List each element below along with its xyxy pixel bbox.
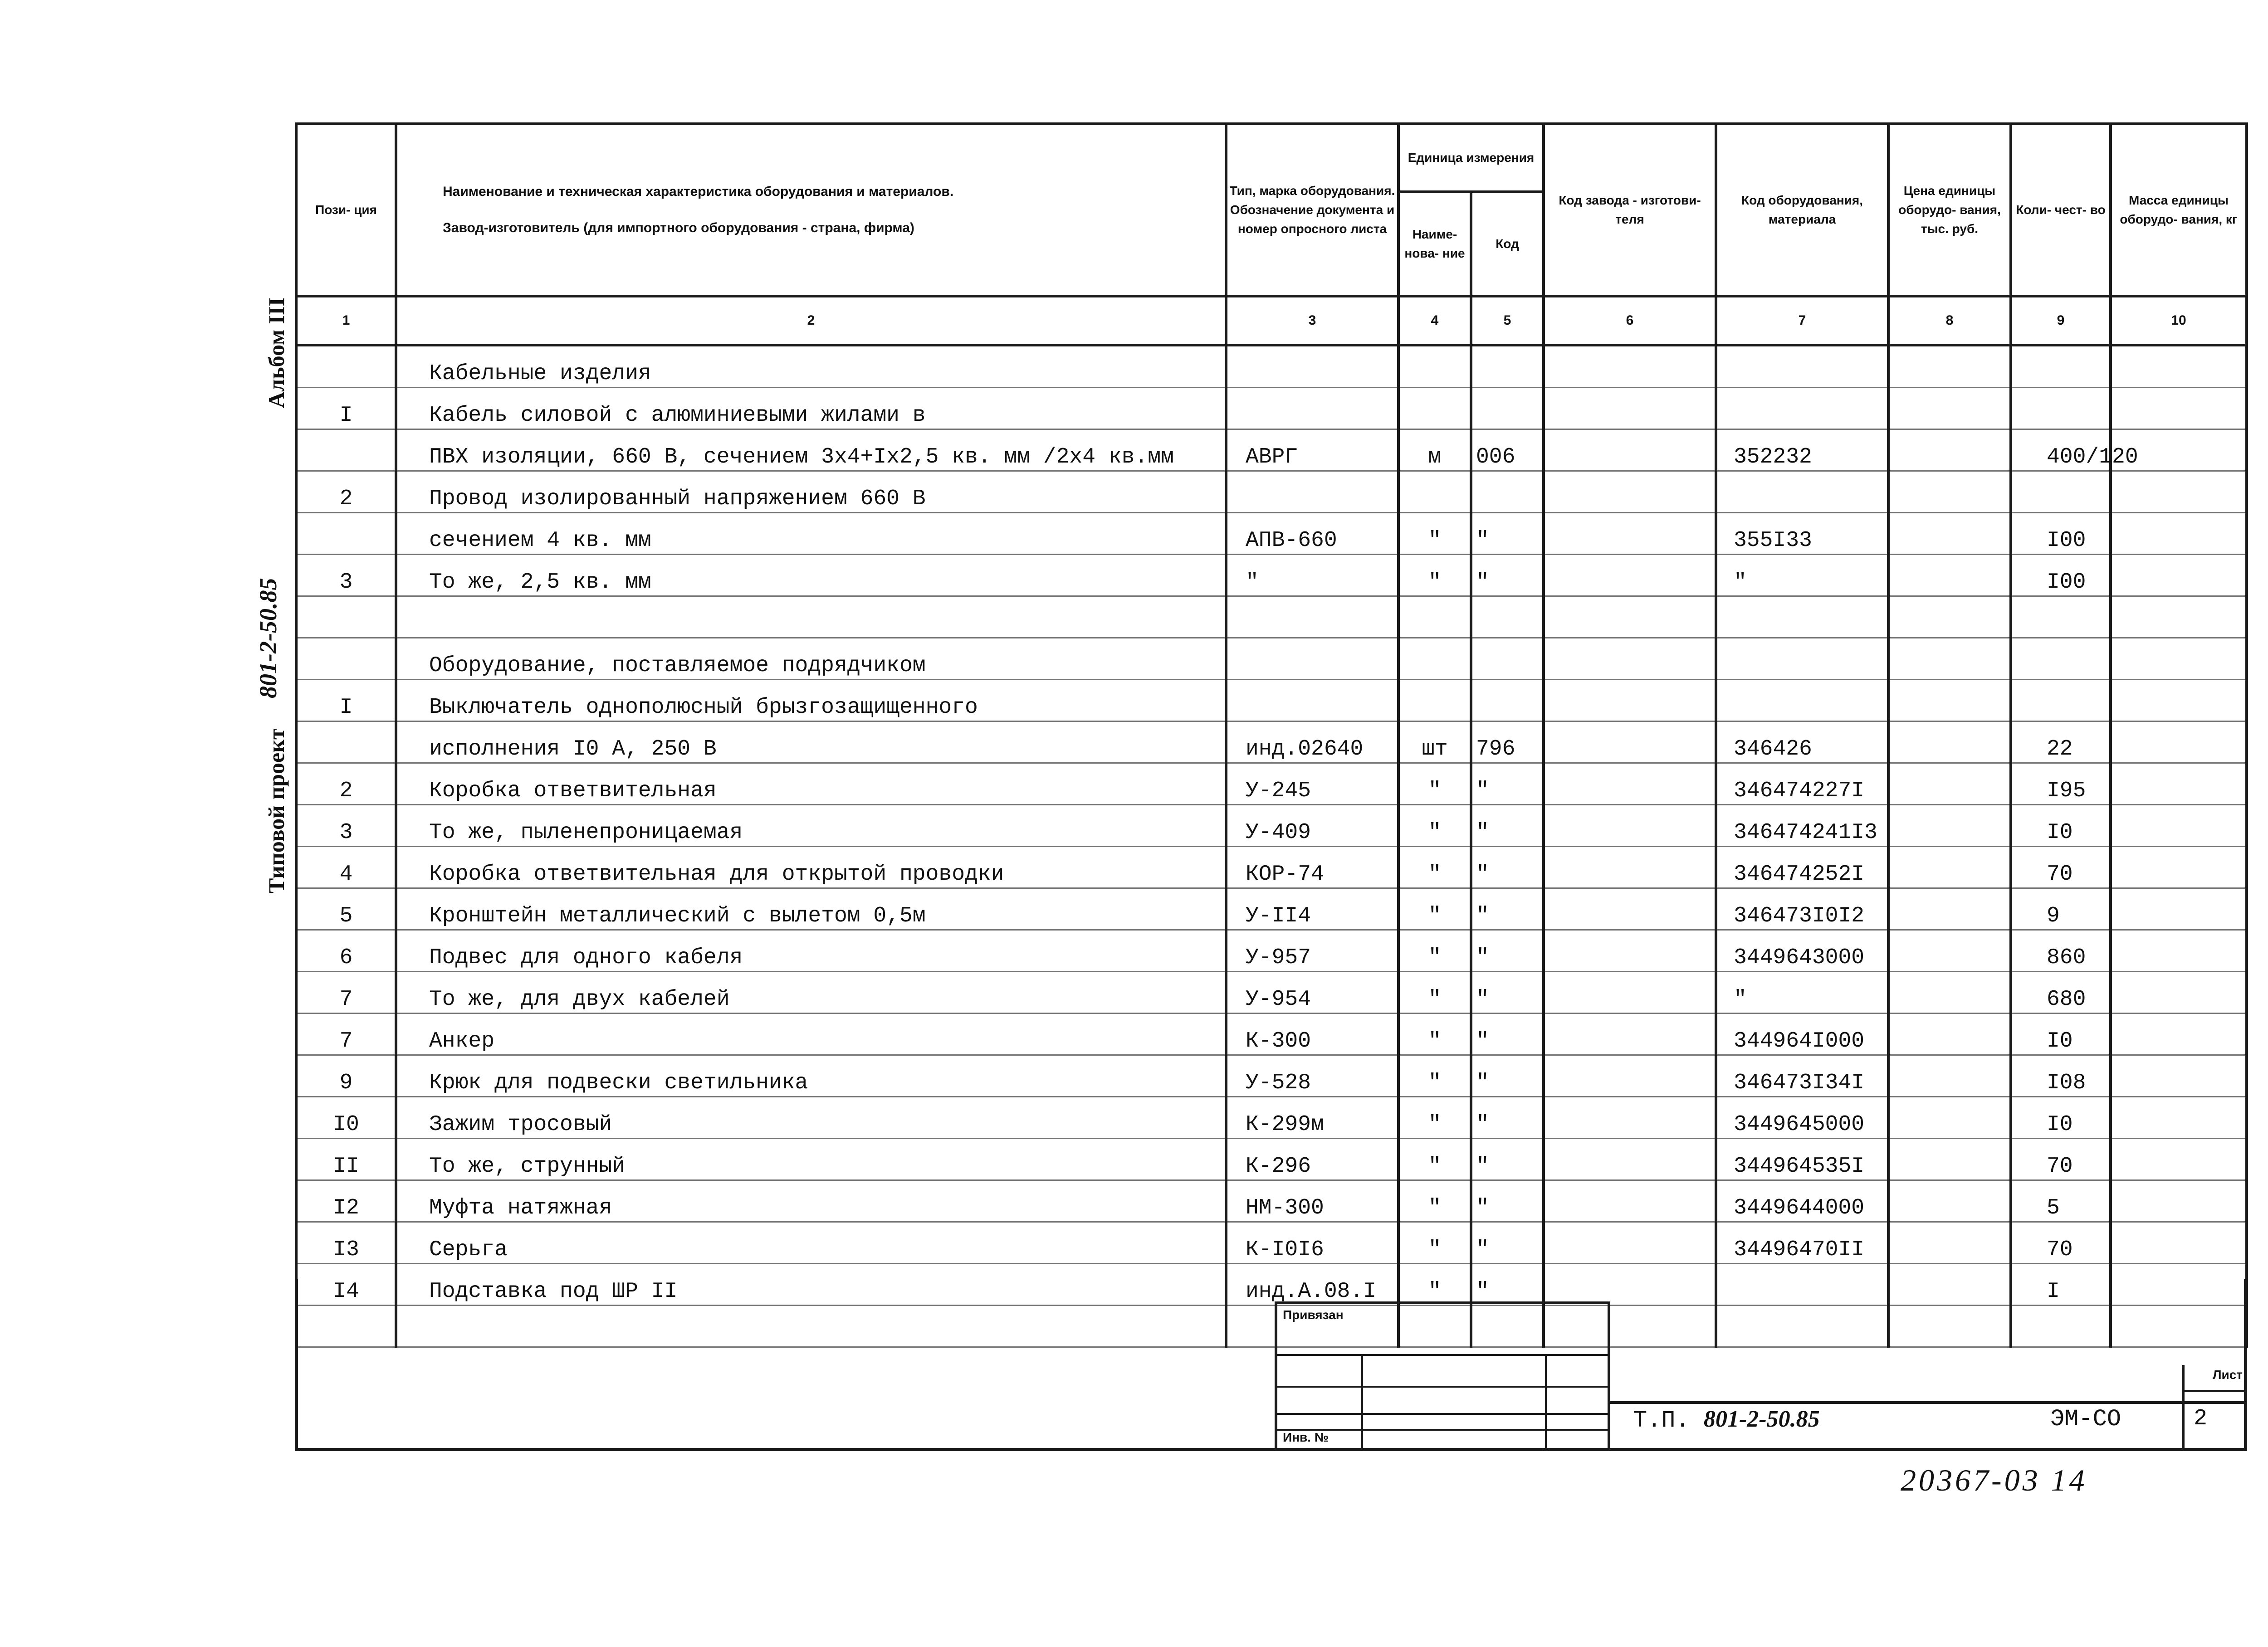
quantity-cell	[2011, 638, 2111, 680]
price-cell	[1888, 429, 2011, 471]
table-row	[296, 721, 2247, 763]
column-number: 3	[1226, 296, 1398, 345]
quantity-cell: I00	[2011, 513, 2111, 555]
unit-cell: "	[1398, 1014, 1471, 1055]
quantity-cell: 860	[2011, 930, 2111, 972]
price-cell	[1888, 1180, 2011, 1222]
maker-code-cell	[1544, 345, 1716, 388]
position-cell: I	[296, 388, 396, 429]
position-cell: I2	[296, 1180, 396, 1222]
table-row	[296, 596, 2247, 638]
unit-code-cell: "	[1471, 847, 1544, 888]
quantity-cell: 22	[2011, 721, 2111, 763]
unit-cell: "	[1398, 972, 1471, 1014]
material-code-cell: 344964535I	[1716, 1139, 1888, 1180]
archive-number: 20367-03 14	[1901, 1463, 2087, 1497]
type-cell: К-300	[1226, 1014, 1398, 1055]
type-cell: инд.02640	[1226, 721, 1398, 763]
quantity-cell: I08	[2011, 1055, 2111, 1097]
material-code-cell	[1716, 680, 1888, 721]
unit-code-cell	[1471, 471, 1544, 513]
type-cell: К-299м	[1226, 1097, 1398, 1139]
mass-cell	[2111, 471, 2247, 513]
quantity-cell	[2011, 471, 2111, 513]
header-type: Тип, марка оборудования. Обозначение документа и номер опросного листа	[1226, 124, 1398, 296]
agreed-label: Привязан	[1283, 1308, 1344, 1322]
name-cell: ПВХ изоляции, 660 В, сечением 3х4+Iх2,5 кв. мм /2х4 кв.мм	[396, 429, 1226, 471]
name-cell: То же, 2,5 кв. мм	[396, 555, 1226, 596]
column-number: 2	[396, 296, 1226, 345]
table-row	[296, 763, 2247, 805]
type-cell	[1226, 680, 1398, 721]
sheet-number: 2	[2194, 1406, 2208, 1432]
maker-code-cell	[1544, 1139, 1716, 1180]
type-cell: К-I0I6	[1226, 1222, 1398, 1264]
type-cell	[1226, 596, 1398, 638]
position-cell	[296, 721, 396, 763]
price-cell	[1888, 763, 2011, 805]
column-number: 1	[296, 296, 396, 345]
material-code-cell: 346426	[1716, 721, 1888, 763]
material-code-cell: 346474241I3	[1716, 805, 1888, 847]
maker-code-cell	[1544, 763, 1716, 805]
price-cell	[1888, 721, 2011, 763]
table-row	[296, 930, 2247, 972]
quantity-cell: I0	[2011, 805, 2111, 847]
position-cell: I0	[296, 1097, 396, 1139]
name-cell: То же, для двух кабелей	[396, 972, 1226, 1014]
tp-number: 801-2-50.85	[1704, 1406, 1820, 1432]
mass-cell	[2111, 345, 2247, 388]
header-unit-name: Наиме- нова- ние	[1398, 192, 1471, 296]
mass-cell	[2111, 1014, 2247, 1055]
mass-cell	[2111, 596, 2247, 638]
quantity-cell	[2011, 680, 2111, 721]
unit-cell: "	[1398, 1139, 1471, 1180]
name-cell: То же, пыленепроницаемая	[396, 805, 1226, 847]
material-code-cell: 3449643000	[1716, 930, 1888, 972]
unit-cell: "	[1398, 805, 1471, 847]
maker-code-cell	[1544, 888, 1716, 930]
position-cell: 7	[296, 972, 396, 1014]
table-row	[296, 680, 2247, 721]
mass-cell	[2111, 847, 2247, 888]
position-cell: 2	[296, 471, 396, 513]
type-cell	[1226, 388, 1398, 429]
mass-cell	[2111, 388, 2247, 429]
mass-cell	[2111, 930, 2247, 972]
table-row	[296, 1014, 2247, 1055]
unit-code-cell: "	[1471, 930, 1544, 972]
type-cell	[1226, 345, 1398, 388]
material-code-cell	[1716, 471, 1888, 513]
quantity-cell: I0	[2011, 1097, 2111, 1139]
maker-code-cell	[1544, 721, 1716, 763]
footer-frame	[295, 1279, 2247, 1451]
maker-code-cell	[1544, 429, 1716, 471]
table-row	[296, 888, 2247, 930]
name-cell: Коробка ответвительная	[396, 763, 1226, 805]
price-cell	[1888, 638, 2011, 680]
unit-cell: "	[1398, 763, 1471, 805]
header-position: Пози- ция	[296, 124, 396, 296]
name-cell: Кабельные изделия	[396, 345, 1226, 388]
price-cell	[1888, 847, 2011, 888]
unit-cell	[1398, 471, 1471, 513]
price-cell	[1888, 388, 2011, 429]
type-cell	[1226, 471, 1398, 513]
maker-code-cell	[1544, 805, 1716, 847]
mass-cell	[2111, 680, 2247, 721]
header-name-line2: Завод-изготовитель (для импортного оборудования - страна, фирма)	[443, 220, 914, 235]
unit-cell	[1398, 345, 1471, 388]
table-row	[296, 429, 2247, 471]
price-cell	[1888, 471, 2011, 513]
position-cell	[296, 638, 396, 680]
maker-code-cell	[1544, 596, 1716, 638]
quantity-cell: 9	[2011, 888, 2111, 930]
column-number: 6	[1544, 296, 1716, 345]
price-cell	[1888, 1014, 2011, 1055]
type-cell: У-528	[1226, 1055, 1398, 1097]
quantity-cell: 5	[2011, 1180, 2111, 1222]
unit-code-cell: "	[1471, 513, 1544, 555]
unit-code-cell	[1471, 638, 1544, 680]
unit-cell: шт	[1398, 721, 1471, 763]
table-row	[296, 1055, 2247, 1097]
material-code-cell	[1716, 345, 1888, 388]
unit-code-cell	[1471, 596, 1544, 638]
name-cell	[396, 596, 1226, 638]
price-cell	[1888, 1222, 2011, 1264]
name-cell: Кабель силовой с алюминиевыми жилами в	[396, 388, 1226, 429]
position-cell: I3	[296, 1222, 396, 1264]
quantity-cell: 70	[2011, 1222, 2111, 1264]
quantity-cell	[2011, 596, 2111, 638]
mass-cell	[2111, 805, 2247, 847]
quantity-cell	[2011, 388, 2111, 429]
unit-code-cell: "	[1471, 1055, 1544, 1097]
unit-cell: м	[1398, 429, 1471, 471]
material-code-cell	[1716, 388, 1888, 429]
unit-code-cell	[1471, 345, 1544, 388]
unit-cell: "	[1398, 555, 1471, 596]
column-number: 8	[1888, 296, 2011, 345]
quantity-cell: I00	[2011, 555, 2111, 596]
mass-cell	[2111, 1139, 2247, 1180]
unit-cell: "	[1398, 1222, 1471, 1264]
header-maker-code: Код завода - изготови- теля	[1544, 124, 1716, 296]
header-name	[396, 124, 1226, 296]
maker-code-cell	[1544, 972, 1716, 1014]
name-cell: Выключатель однополюсный брызгозащищенного	[396, 680, 1226, 721]
unit-code-cell: "	[1471, 1014, 1544, 1055]
name-cell: Серьга	[396, 1222, 1226, 1264]
unit-code-cell: "	[1471, 1097, 1544, 1139]
maker-code-cell	[1544, 388, 1716, 429]
name-cell: исполнения I0 А, 250 В	[396, 721, 1226, 763]
quantity-cell: 680	[2011, 972, 2111, 1014]
name-cell: Муфта натяжная	[396, 1180, 1226, 1222]
material-code-cell: 346473I0I2	[1716, 888, 1888, 930]
mass-cell	[2111, 1097, 2247, 1139]
unit-cell: "	[1398, 1180, 1471, 1222]
unit-cell	[1398, 388, 1471, 429]
position-cell: 5	[296, 888, 396, 930]
mass-cell	[2111, 1055, 2247, 1097]
position-cell: 3	[296, 805, 396, 847]
material-code-cell	[1716, 596, 1888, 638]
material-code-cell: 3449645000	[1716, 1097, 1888, 1139]
maker-code-cell	[1544, 680, 1716, 721]
name-cell: То же, струнный	[396, 1139, 1226, 1180]
mass-cell	[2111, 721, 2247, 763]
stamp-line	[1610, 1401, 2247, 1404]
name-cell: Коробка ответвительная для открытой проводки	[396, 847, 1226, 888]
unit-code-cell: "	[1471, 1180, 1544, 1222]
table-row	[296, 1180, 2247, 1222]
name-cell: Оборудование, поставляемое подрядчиком	[396, 638, 1226, 680]
sheet-label: Лист	[2212, 1368, 2243, 1382]
mass-cell	[2111, 555, 2247, 596]
name-cell: Подвес для одного кабеля	[396, 930, 1226, 972]
column-number: 5	[1471, 296, 1544, 345]
unit-cell: "	[1398, 1097, 1471, 1139]
position-cell: 7	[296, 1014, 396, 1055]
table-row	[296, 847, 2247, 888]
mass-cell	[2111, 763, 2247, 805]
position-cell	[296, 513, 396, 555]
material-code-cell: 352232	[1716, 429, 1888, 471]
project-number-handwritten: 801-2-50.85	[254, 578, 282, 698]
type-cell: АВРГ	[1226, 429, 1398, 471]
table-row	[296, 1139, 2247, 1180]
price-cell	[1888, 555, 2011, 596]
maker-code-cell	[1544, 638, 1716, 680]
column-number-row	[296, 296, 2247, 345]
unit-code-cell: 796	[1471, 721, 1544, 763]
table-row	[296, 555, 2247, 596]
position-cell	[296, 596, 396, 638]
specification-rows	[296, 345, 2247, 1347]
mass-cell	[2111, 513, 2247, 555]
name-cell: Крюк для подвески светильника	[396, 1055, 1226, 1097]
material-code-cell: 344964I000	[1716, 1014, 1888, 1055]
price-cell	[1888, 805, 2011, 847]
quantity-cell: 70	[2011, 1139, 2111, 1180]
unit-code-cell: "	[1471, 1222, 1544, 1264]
document-code: ЭМ-СО	[2050, 1406, 2121, 1433]
maker-code-cell	[1544, 1055, 1716, 1097]
maker-code-cell	[1544, 555, 1716, 596]
unit-cell	[1398, 680, 1471, 721]
position-cell: I	[296, 680, 396, 721]
type-cell: У-II4	[1226, 888, 1398, 930]
material-code-cell	[1716, 638, 1888, 680]
type-cell: НМ-300	[1226, 1180, 1398, 1222]
table-row	[296, 972, 2247, 1014]
name-cell: Подставка под ШР II	[396, 1264, 1226, 1306]
table-row	[296, 638, 2247, 680]
quantity-cell: I0	[2011, 1014, 2111, 1055]
type-cell	[1226, 638, 1398, 680]
column-number: 10	[2111, 296, 2247, 345]
name-cell: Анкер	[396, 1014, 1226, 1055]
position-cell: I4	[296, 1264, 396, 1306]
table-row	[296, 388, 2247, 429]
unit-code-cell: "	[1471, 1264, 1544, 1306]
position-cell	[296, 429, 396, 471]
column-number: 9	[2011, 296, 2111, 345]
unit-cell: "	[1398, 888, 1471, 930]
tp-prefix: Т.П.	[1633, 1407, 1690, 1434]
mass-cell	[2111, 1180, 2247, 1222]
header-mass: Масса единицы оборудо- вания, кг	[2111, 124, 2247, 296]
price-cell	[1888, 888, 2011, 930]
position-cell: 2	[296, 763, 396, 805]
table-row	[296, 1222, 2247, 1264]
header-qty: Коли- чест- во	[2011, 124, 2111, 296]
unit-cell: "	[1398, 930, 1471, 972]
material-code-cell: 346474227I	[1716, 763, 1888, 805]
quantity-cell: 70	[2011, 847, 2111, 888]
table-row	[296, 805, 2247, 847]
unit-code-cell: "	[1471, 1139, 1544, 1180]
type-cell: инд.А.08.I	[1226, 1264, 1398, 1306]
name-cell: Кронштейн металлический с вылетом 0,5м	[396, 888, 1226, 930]
mass-cell	[2111, 1222, 2247, 1264]
material-code-cell: 346474252I	[1716, 847, 1888, 888]
unit-cell: "	[1398, 1264, 1471, 1306]
unit-code-cell: 006	[1471, 429, 1544, 471]
unit-cell: "	[1398, 847, 1471, 888]
column-number: 7	[1716, 296, 1888, 345]
quantity-cell	[2011, 345, 2111, 388]
position-cell: 9	[296, 1055, 396, 1097]
name-cell: сечением 4 кв. мм	[396, 513, 1226, 555]
header-unit-group: Единица измерения	[1398, 124, 1544, 192]
sheet-box	[2182, 1365, 2247, 1451]
type-cell: У-954	[1226, 972, 1398, 1014]
price-cell	[1888, 972, 2011, 1014]
agreed-block	[1275, 1301, 1610, 1451]
unit-code-cell: "	[1471, 888, 1544, 930]
table-row	[296, 513, 2247, 555]
name-cell: Провод изолированный напряжением 660 В	[396, 471, 1226, 513]
price-cell	[1888, 1139, 2011, 1180]
price-cell	[1888, 680, 2011, 721]
position-cell: 6	[296, 930, 396, 972]
price-cell	[1888, 930, 2011, 972]
maker-code-cell	[1544, 513, 1716, 555]
unit-code-cell: "	[1471, 763, 1544, 805]
column-number: 4	[1398, 296, 1471, 345]
material-code-cell: 34496470II	[1716, 1222, 1888, 1264]
mass-cell	[2111, 638, 2247, 680]
maker-code-cell	[1544, 930, 1716, 972]
type-cell: "	[1226, 555, 1398, 596]
position-cell: 4	[296, 847, 396, 888]
project-label: Типовой проект	[264, 728, 289, 893]
tp-code	[1633, 1406, 1820, 1434]
maker-code-cell	[1544, 847, 1716, 888]
unit-cell: "	[1398, 513, 1471, 555]
quantity-cell: I95	[2011, 763, 2111, 805]
material-code-cell: "	[1716, 972, 1888, 1014]
unit-code-cell: "	[1471, 972, 1544, 1014]
unit-code-cell: "	[1471, 555, 1544, 596]
unit-cell: "	[1398, 1055, 1471, 1097]
unit-code-cell	[1471, 680, 1544, 721]
type-cell: У-957	[1226, 930, 1398, 972]
maker-code-cell	[1544, 471, 1716, 513]
quantity-cell: I	[2011, 1264, 2111, 1306]
header-unit-code: Код	[1471, 192, 1544, 296]
material-code-cell: 355I33	[1716, 513, 1888, 555]
quantity-cell: 400/120	[2011, 429, 2111, 471]
maker-code-cell	[1544, 1180, 1716, 1222]
name-cell: Зажим тросовый	[396, 1097, 1226, 1139]
unit-code-cell: "	[1471, 805, 1544, 847]
price-cell	[1888, 1097, 2011, 1139]
type-cell: АПВ-660	[1226, 513, 1398, 555]
album-label: Альбом III	[264, 297, 289, 408]
header-material-code: Код оборудования, материала	[1716, 124, 1888, 296]
table-row	[296, 1097, 2247, 1139]
unit-cell	[1398, 596, 1471, 638]
header-name-line1: Наименование и техническая характеристика оборудования и материалов.	[443, 184, 954, 199]
price-cell	[1888, 345, 2011, 388]
maker-code-cell	[1544, 1014, 1716, 1055]
mass-cell	[2111, 888, 2247, 930]
price-cell	[1888, 513, 2011, 555]
mass-cell	[2111, 972, 2247, 1014]
type-cell: К-296	[1226, 1139, 1398, 1180]
unit-code-cell	[1471, 388, 1544, 429]
material-code-cell: 346473I34I	[1716, 1055, 1888, 1097]
price-cell	[1888, 1055, 2011, 1097]
type-cell: У-409	[1226, 805, 1398, 847]
type-cell: КОР-74	[1226, 847, 1398, 888]
price-cell	[1888, 596, 2011, 638]
inventory-label: Инв. №	[1283, 1430, 1329, 1444]
type-cell: У-245	[1226, 763, 1398, 805]
specification-table	[295, 122, 2248, 1348]
position-cell: II	[296, 1139, 396, 1180]
unit-cell	[1398, 638, 1471, 680]
maker-code-cell	[1544, 1222, 1716, 1264]
header-price: Цена единицы оборудо- вания, тыс. руб.	[1888, 124, 2011, 296]
material-code-cell: "	[1716, 555, 1888, 596]
table-row	[296, 471, 2247, 513]
table-row	[296, 345, 2247, 388]
position-cell: 3	[296, 555, 396, 596]
maker-code-cell	[1544, 1097, 1716, 1139]
material-code-cell: 3449644000	[1716, 1180, 1888, 1222]
position-cell	[296, 345, 396, 388]
